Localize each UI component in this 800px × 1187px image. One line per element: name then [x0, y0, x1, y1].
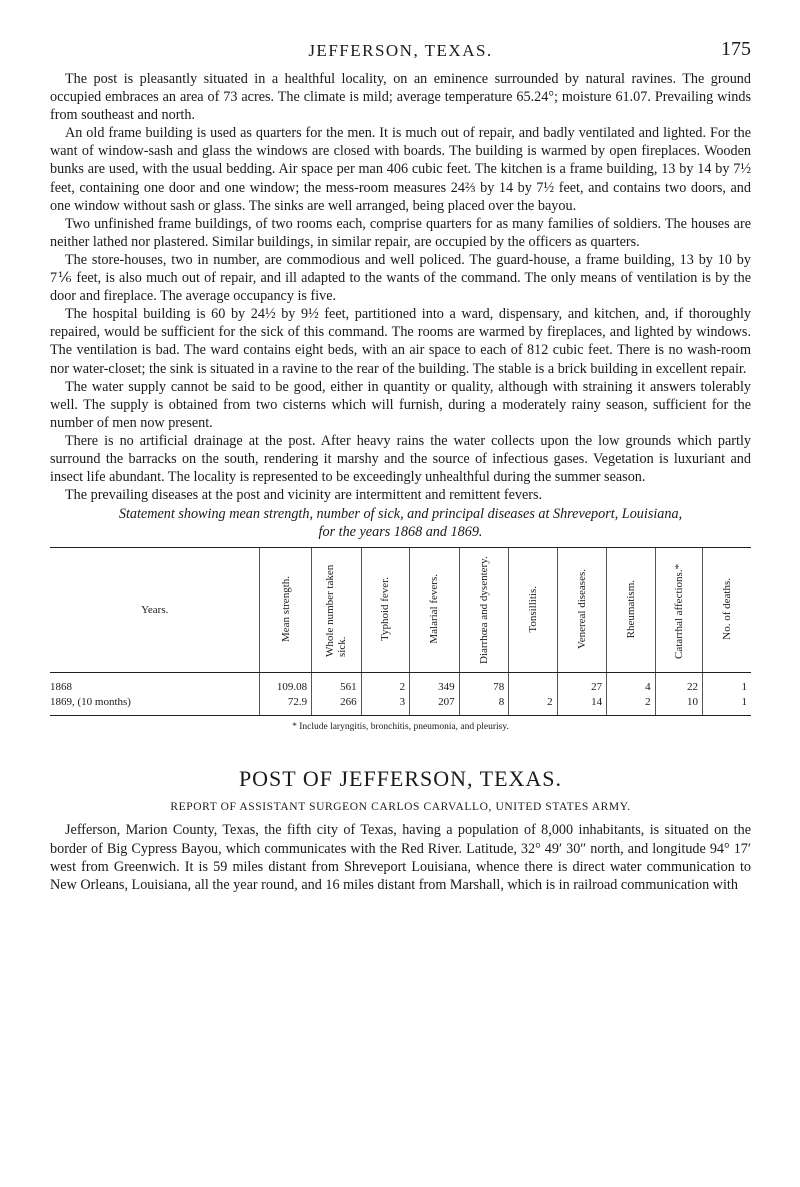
column-header [703, 548, 752, 673]
paragraph: Two unfinished frame buildings, of two rooms each, comprise quarters for as many families of soldiers. The houses are neither lathed nor plastered. Similar buildings, in similar repair, are occupied by the officers as quarters. [50, 215, 751, 250]
paragraph: The water supply cannot be said to be good, either in quantity or quality, although with straining it answers tolerably well. The supply is obtained from two cisterns which will furnish, during a moderately rainy season, sufficient for the number of men now present. [50, 378, 751, 431]
column-header [410, 548, 460, 673]
section-body [50, 821, 751, 893]
paragraph: The prevailing diseases at the post and vicinity are intermittent and remittent fevers. [65, 487, 543, 504]
table-cell: 4 [607, 673, 655, 695]
column-header-label: Mean strength. [279, 575, 292, 642]
table-cell: 1868 [50, 680, 72, 693]
table-cell: 22 [655, 673, 702, 695]
body-text [50, 70, 751, 504]
section-subtitle: REPORT OF ASSISTANT SURGEON CARLOS CARVALLO, UNITED STATES ARMY. [170, 801, 631, 814]
table-caption-sub: for the years 1868 and 1869. [318, 523, 483, 540]
column-header-label: Tonsillitis. [526, 585, 539, 633]
table-cell: 349 [410, 673, 460, 695]
statistics-table [50, 547, 751, 716]
column-header [509, 548, 557, 673]
column-header [655, 548, 702, 673]
table-cell: 2 [361, 673, 409, 695]
table-cell: 10 [655, 694, 702, 716]
table-cell: 72.9 [260, 694, 312, 716]
section-title: POST OF JEFFERSON, TEXAS. [238, 766, 563, 792]
table-cell: 561 [312, 673, 362, 695]
paragraph: An old frame building is used as quarters for the men. It is much out of repair, and badly ventilated and lighted. For the want of window-sash and glass the windows are closed with boards. The building is warmed by open fireplaces. Wooden bunks are used, with the usual bedding. Air space per man 406 cubic feet. The kitchen is a frame building, 13 by 14 by 7½ feet, containing one door and one window; the mess-room measures 24⅔ by 14 by 7½ feet, and contains two doors, and one window without sash or glass. The sinks are well arranged, being placed over the bayou. [50, 125, 751, 214]
column-header [260, 548, 312, 673]
paragraph: The hospital building is 60 by 24½ by 9½ feet, partitioned into a ward, dispensary, and kitchen, and, if thoroughly repaired, would be sufficient for the sick of this command. The rooms are warmed by fireplaces, and lighted by windows. The ventilation is bad. The ward contains eight beds, with an air space to each of 812 cubic feet. There is no wash-room nor water-closet; the sink is situated in a ravine to the rear of the building. The stable is a brick building in excellent repair. [50, 306, 751, 377]
table-cell: 1 [703, 694, 752, 716]
table-cell: 14 [557, 694, 607, 716]
table-header-row [50, 548, 751, 673]
page-header [50, 0, 751, 62]
column-header-label: Typhoid fever. [379, 576, 392, 641]
table-cell: 2 [607, 694, 655, 716]
table-footnote: * Include laryngitis, bronchitis, pneumonia, and pleurisy. [292, 722, 509, 733]
column-header-label: Venereal diseases. [575, 568, 588, 649]
column-header-label: Rheumatism. [624, 579, 637, 639]
table-cell: 8 [459, 694, 509, 716]
table-cell: 1869, (10 months) [50, 694, 260, 716]
column-header [312, 548, 362, 673]
table-cell: 266 [312, 694, 362, 716]
column-header [361, 548, 409, 673]
table-cell: 109.08 [260, 673, 312, 695]
table-cell: 3 [361, 694, 409, 716]
table-cell: 27 [557, 673, 607, 695]
table-row [50, 673, 751, 695]
table-row [50, 694, 751, 716]
column-header [607, 548, 655, 673]
table-cell: 207 [410, 694, 460, 716]
column-header [459, 548, 509, 673]
page-number: 175 [721, 38, 751, 60]
column-header-label: Malarial fevers. [428, 574, 441, 644]
paragraph: There is no artificial drainage at the post. After heavy rains the water collects upon the low grounds which partly surround the barracks on the south, rendering it marshy and the source of infectious gases. Vegetation is luxuriant and insect life abundant. The locality is represented to be exceedingly unhealthful during the summer season. [50, 432, 751, 486]
table-cell: 1 [703, 673, 752, 695]
table-cell: 78 [459, 673, 509, 695]
running-title: JEFFERSON, TEXAS. [308, 41, 493, 60]
column-header: Years. [50, 548, 260, 673]
paragraph: Jefferson, Marion County, Texas, the fifth city of Texas, having a population of 8,000 inhabitants, is situated on the border of Big Cypress Bayou, which communicates with the Red River. Latitude, 32° 49′ 30″ north, and longitude 94° 17′ west from Greenwich. It is 59 miles distant from Shreveport Louisiana, whence there is direct water communication to New Orleans, Louisiana, all the year round, and 16 miles distant from Marshall, which is in railroad communication with [50, 822, 751, 893]
column-header-label: No. of deaths. [721, 578, 733, 640]
column-header-label: Whole number taken sick. [324, 564, 349, 657]
table-cell [509, 673, 557, 695]
column-header [557, 548, 607, 673]
paragraph: The post is pleasantly situated in a healthful locality, on an eminence surrounded by natural ravines. The ground occupied embraces an area of 73 acres. The climate is mild; average temperature 65.24°; moisture 61.07. Prevailing winds from southeast and north. [50, 71, 751, 124]
table-caption [50, 506, 751, 541]
table-cell: 2 [509, 694, 557, 716]
column-header-label: Diarrhœa and dysentery. [477, 556, 490, 664]
table-caption-main: Statement showing mean strength, number of sick, and principal diseases at Shreveport, Louisiana, [118, 506, 683, 523]
column-header-label: Catarrhal affections.* [672, 563, 685, 659]
paragraph: The store-houses, two in number, are commodious and well policed. The guard-house, a frame building, 13 by 10 by 7⅙ feet, is also much out of repair, and ill adapted to the wants of the command. The only means of ventilation is by the door and fireplace. The average occupancy is five. [50, 251, 751, 305]
